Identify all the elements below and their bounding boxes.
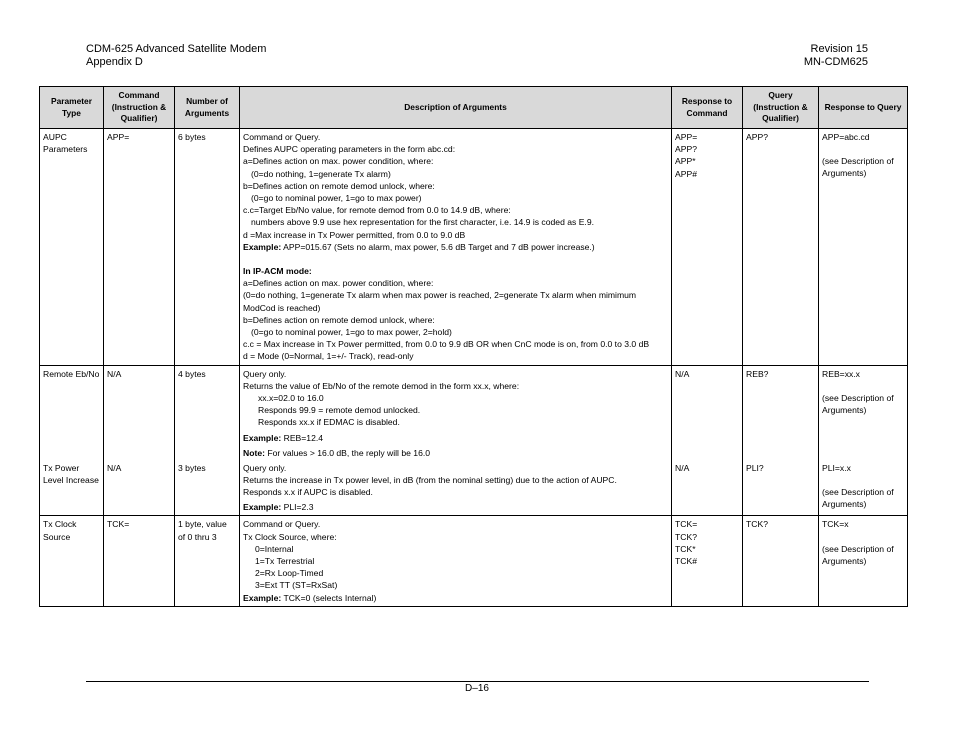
command-value: N/A bbox=[107, 462, 122, 473]
desc-line: 3=Ext TT (ST=RxSat) bbox=[255, 580, 338, 591]
description-block-reb bbox=[243, 368, 668, 462]
command-cell: TCK= bbox=[104, 516, 175, 606]
num-args-value: 4 bytes bbox=[178, 368, 206, 379]
page-header-left bbox=[86, 43, 266, 69]
num-args-cell: 1 byte, value of 0 thru 3 bbox=[175, 516, 240, 606]
query-value: REB? bbox=[746, 368, 769, 379]
response-query-main: APP=abc.cd bbox=[822, 132, 870, 142]
response-query-block bbox=[822, 368, 904, 462]
description-block-pli bbox=[243, 462, 668, 514]
param-type-cell: AUPC Parameters bbox=[40, 129, 104, 366]
description-cell bbox=[240, 365, 672, 516]
command-table bbox=[39, 86, 908, 607]
response-cmd-item: TCK= bbox=[675, 519, 698, 530]
response-cmd-cell bbox=[672, 129, 743, 366]
spacer bbox=[822, 380, 904, 392]
desc-line: Defines AUPC operating parameters in the form abc.cd: bbox=[243, 144, 456, 155]
num-args-cell: 6 bytes bbox=[175, 129, 240, 366]
page-header-right bbox=[804, 43, 868, 69]
desc-line: 2=Rx Loop-Timed bbox=[255, 568, 324, 579]
header-query: Query (Instruction & Qualifier) bbox=[743, 87, 819, 129]
num-args-value: 3 bytes bbox=[178, 462, 206, 473]
response-query-main: TCK=x bbox=[822, 519, 849, 530]
response-cmd-item: APP? bbox=[675, 144, 697, 155]
command-cell bbox=[104, 365, 175, 516]
footer-divider bbox=[86, 681, 869, 682]
example-line bbox=[243, 592, 668, 604]
desc-line: b=Defines action on remote demod unlock, where: bbox=[243, 314, 435, 325]
table-header-row bbox=[40, 87, 908, 129]
param-type-cell bbox=[40, 365, 104, 516]
desc-line: Returns the value of Eb/No of the remote demod in the form xx.x, where: bbox=[243, 380, 520, 391]
response-query-cell bbox=[819, 365, 908, 516]
example-text: PLI=2.3 bbox=[281, 502, 314, 513]
table-row bbox=[40, 516, 908, 606]
desc-line: Query only. bbox=[243, 368, 287, 379]
description-cell bbox=[240, 516, 672, 606]
query-value: PLI? bbox=[746, 462, 764, 473]
desc-line: Command or Query. bbox=[243, 519, 321, 530]
desc-line: a=Defines action on max. power condition, where: bbox=[243, 278, 434, 289]
desc-line: d =Max increase in Tx Power permitted, from 0.0 to 9.0 dB bbox=[243, 229, 466, 240]
example-label: Example: bbox=[243, 241, 282, 252]
response-query-note: (see Description of Arguments) bbox=[822, 543, 894, 566]
query-cell: APP? bbox=[743, 129, 819, 366]
example-label: Example: bbox=[243, 432, 282, 443]
param-type-cell: Tx Clock Source bbox=[40, 516, 104, 606]
spacer bbox=[822, 143, 904, 155]
response-query-main: REB=xx.x bbox=[822, 368, 860, 379]
desc-line: c.c=Target Eb/No value, for remote demod from 0.0 to 14.9 dB, where: bbox=[243, 205, 511, 216]
desc-line: Responds xx.x if EDMAC is disabled. bbox=[258, 417, 400, 428]
description-cell bbox=[240, 129, 672, 366]
doc-title: CDM-625 Advanced Satellite Modem bbox=[86, 43, 267, 55]
response-query-block bbox=[822, 462, 904, 511]
response-cmd-value: N/A bbox=[675, 368, 690, 379]
spacer bbox=[243, 253, 668, 265]
response-cmd-cell bbox=[672, 365, 743, 516]
header-param-type: Parameter Type bbox=[40, 87, 104, 129]
desc-line: numbers above 9.9 use hex representation for the first character, i.e. 14.9 is coded as E.9. bbox=[251, 217, 594, 228]
example-line bbox=[243, 501, 668, 513]
desc-line: 1=Tx Terrestrial bbox=[255, 556, 315, 567]
desc-line: xx.x=02.0 to 16.0 bbox=[258, 393, 324, 404]
response-cmd-item: APP* bbox=[675, 156, 696, 167]
response-query-note: (see Description of Arguments) bbox=[822, 156, 894, 179]
response-query-cell bbox=[819, 129, 908, 366]
example-line bbox=[243, 432, 668, 444]
param-type: Remote Eb/No bbox=[43, 368, 100, 379]
desc-line: a=Defines action on max. power condition, where: bbox=[243, 156, 434, 167]
query-cell bbox=[743, 365, 819, 516]
query-cell: TCK? bbox=[743, 516, 819, 606]
command-value: N/A bbox=[107, 368, 122, 379]
desc-line: Query only. bbox=[243, 462, 287, 473]
example-line bbox=[243, 241, 668, 253]
desc-line: (0=do nothing, 1=generate Tx alarm when max power is reached, 2=generate Tx alarm when mimimum ModCod is reached) bbox=[243, 290, 637, 313]
desc-line: (0=do nothing, 1=generate Tx alarm) bbox=[251, 168, 391, 179]
response-cmd-item: APP# bbox=[675, 168, 697, 179]
num-args-cell bbox=[175, 365, 240, 516]
table-row bbox=[40, 365, 908, 516]
desc-line: Responds x.x if AUPC is disabled. bbox=[243, 487, 373, 498]
table-row bbox=[40, 129, 908, 366]
desc-line: Responds 99.9 = remote demod unlocked. bbox=[258, 405, 421, 416]
example-label: Example: bbox=[243, 592, 282, 603]
example-text: APP=015.67 (Sets no alarm, max power, 5.6 dB Target and 7 dB power increase.) bbox=[281, 241, 595, 252]
example-text: TCK=0 (selects Internal) bbox=[281, 592, 377, 603]
desc-line: (0=go to nominal power, 1=go to max power, 2=hold) bbox=[251, 327, 452, 338]
example-text: REB=12.4 bbox=[281, 432, 324, 443]
revision-label: Revision 15 bbox=[810, 43, 868, 55]
doc-number: MN-CDM625 bbox=[803, 56, 868, 68]
example-label: Example: bbox=[243, 502, 282, 513]
response-cmd-item: APP= bbox=[675, 132, 698, 142]
note-text: For values > 16.0 dB, the reply will be 16.0 bbox=[264, 447, 431, 458]
desc-line: 0=Internal bbox=[255, 543, 294, 554]
response-query-main: PLI=x.x bbox=[822, 462, 851, 473]
ipacm-title: In IP-ACM mode: bbox=[243, 266, 312, 277]
param-type: Tx Power Level Increase bbox=[43, 462, 99, 485]
header-response-cmd: Response to Command bbox=[672, 87, 743, 129]
desc-line: d = Mode (0=Normal, 1=+/- Track), read-only bbox=[243, 351, 414, 362]
response-query-cell bbox=[819, 516, 908, 606]
spacer bbox=[822, 531, 904, 543]
response-cmd-item: TCK* bbox=[675, 543, 696, 554]
spacer bbox=[822, 474, 904, 486]
desc-line: (0=go to nominal power, 1=go to max power) bbox=[251, 193, 422, 204]
response-cmd-item: TCK# bbox=[675, 556, 697, 567]
header-num-args: Number of Arguments bbox=[175, 87, 240, 129]
desc-line: Tx Clock Source, where: bbox=[243, 531, 337, 542]
response-cmd-cell bbox=[672, 516, 743, 606]
response-cmd-item: TCK? bbox=[675, 531, 697, 542]
response-cmd-value: N/A bbox=[675, 462, 690, 473]
response-query-note: (see Description of Arguments) bbox=[822, 392, 894, 416]
note-label: Note: bbox=[243, 447, 265, 458]
response-query-note: (see Description of Arguments) bbox=[822, 486, 894, 510]
note-line bbox=[243, 447, 668, 459]
header-response-query: Response to Query bbox=[819, 87, 908, 129]
desc-line: Returns the increase in Tx power level, in dB (from the nominal setting) due to the action of AUPC. bbox=[243, 474, 617, 485]
desc-line: c.c = Max increase in Tx Power permitted, from 0.0 to 9.9 dB OR when CnC mode is on, from 0.0 to 3.0 dB bbox=[243, 339, 650, 350]
appendix-label: Appendix D bbox=[86, 56, 143, 68]
command-cell: APP= bbox=[104, 129, 175, 366]
desc-line: Command or Query. bbox=[243, 132, 321, 142]
page-number: D–16 bbox=[465, 683, 489, 694]
header-description: Description of Arguments bbox=[240, 87, 672, 129]
desc-line: b=Defines action on remote demod unlock, where: bbox=[243, 180, 435, 191]
header-command: Command (Instruction & Qualifier) bbox=[104, 87, 175, 129]
